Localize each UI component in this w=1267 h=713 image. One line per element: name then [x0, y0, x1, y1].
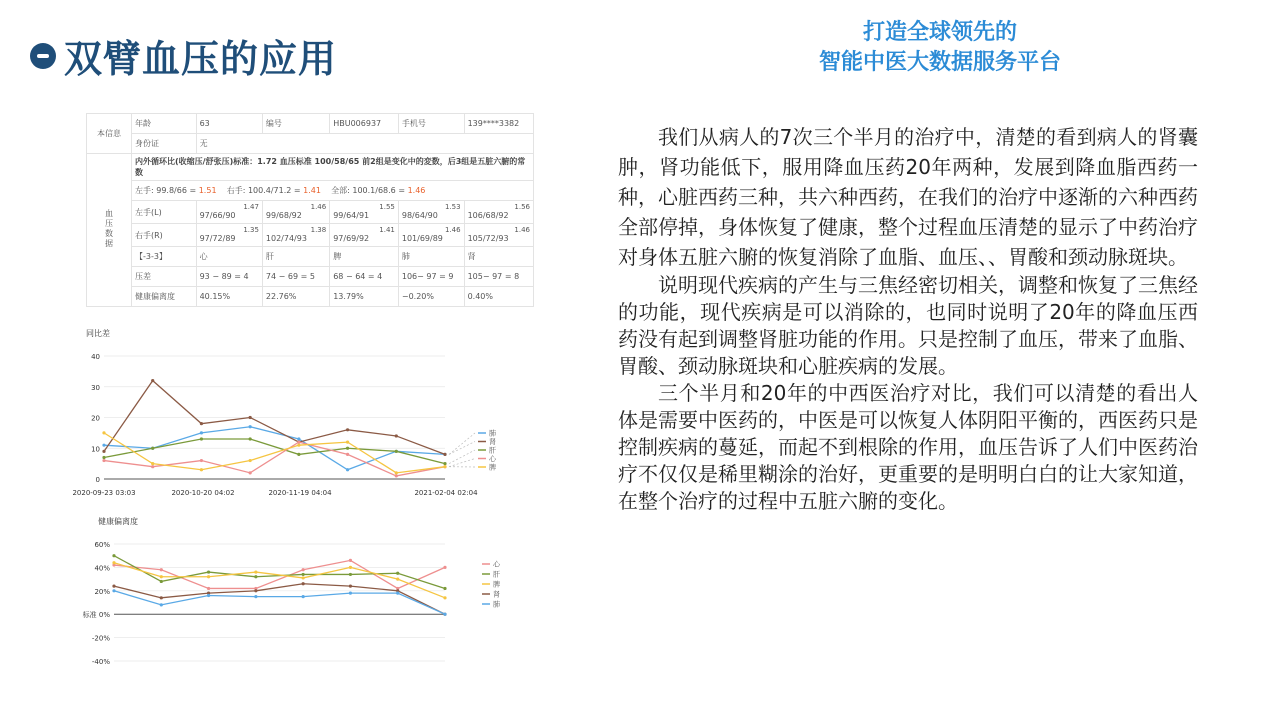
data-point: [151, 462, 154, 465]
phone-value: 139****3382: [464, 114, 533, 134]
data-point: [443, 465, 446, 468]
data-point: [297, 437, 300, 440]
paragraph-2: 说明现代疾病的产生与三焦经密切相关，调整和恢复了三焦经的功能，现代疾病是可以消除的，也同时说明了20年的降血压西药没有起到调整肾脏功能的作用。只是控制了血压，带来了血脂、胃酸、颈动脉斑块和心脏疾病的发展。: [618, 273, 1198, 378]
left-cell: 1.46 99/68/92: [262, 201, 329, 224]
legend-connector: [449, 450, 475, 464]
data-point: [346, 428, 349, 431]
left-cell: 1.47 97/66/90: [196, 201, 262, 224]
left-ratio-value: 1.51: [198, 186, 217, 195]
slogan-line-2: 智能中医大数据服务平台: [818, 50, 1061, 75]
y-tick-label: 60%: [94, 541, 110, 549]
data-point: [102, 444, 105, 447]
right-cell: 1.41 97/69/92: [330, 224, 399, 247]
right-cell: 1.46 101/69/89: [398, 224, 464, 247]
data-point: [396, 578, 399, 581]
y-tick-label: 40: [91, 353, 100, 361]
legend-label: 肝: [493, 570, 500, 579]
data-point: [302, 595, 305, 598]
body-text: [618, 122, 1198, 515]
data-point: [249, 425, 252, 428]
data-point: [160, 603, 163, 606]
right-ratio-label: 右手: 100.4/71.2 =: [226, 186, 304, 195]
x-tick-label: 2020-11-19 04:04: [268, 489, 332, 497]
y-tick-label: -20%: [91, 634, 110, 643]
organ-label: 【-3-3】: [132, 247, 197, 267]
data-point: [249, 459, 252, 462]
y-tick-label: 标准 0%: [82, 611, 110, 620]
data-point: [102, 450, 105, 453]
legend-label: 脾: [489, 463, 496, 472]
paragraph-1: 我们从病人的7次三个半月的治疗中，清楚的看到病人的肾囊肿，肾功能低下，服用降血压药20年两种，发展到降血脂西药一种，心脏西药三种，共六种西药，在我们的治疗中逐渐的六种西药全部停掉，身体恢复了健康，整个过程血压清楚的显示了中药治疗对身体五脏六腑的恢复消除了血脂、血压、、胃酸和颈动脉斑块。: [618, 125, 1198, 269]
data-point: [112, 561, 115, 564]
data-point: [349, 592, 352, 595]
deviation-cell: 22.76%: [262, 287, 329, 307]
data-point: [346, 447, 349, 450]
organ-cell: 心: [196, 247, 262, 267]
data-point: [443, 587, 446, 590]
deviation-cell: −0.20%: [398, 287, 464, 307]
data-point: [302, 582, 305, 585]
x-tick-label: 2020-10-20 04:02: [171, 489, 235, 497]
data-point: [297, 441, 300, 444]
x-tick-label: 2020-09-23 03:03: [72, 489, 136, 497]
page-title: 双臂血压的应用: [64, 37, 338, 81]
data-point: [395, 471, 398, 474]
y-tick-label: 20: [91, 414, 100, 423]
y-tick-label: 0: [95, 476, 100, 484]
right-cell: 1.46 105/72/93: [464, 224, 533, 247]
data-point: [254, 570, 257, 573]
data-point: [160, 568, 163, 571]
data-point: [297, 444, 300, 447]
data-point: [302, 573, 305, 576]
organ-cell: 肝: [262, 247, 329, 267]
phone-label: 手机号: [398, 114, 464, 134]
data-point: [160, 575, 163, 578]
data-point: [200, 422, 203, 425]
data-point: [443, 462, 446, 465]
slogan-line-1: 打造全球领先的: [862, 20, 1017, 45]
blood-pressure-table: [86, 113, 534, 307]
left-hand-label: 左手(L): [132, 201, 197, 224]
diff-cell: 74 − 69 = 5: [262, 267, 329, 287]
data-point: [112, 589, 115, 592]
right-ratio-value: 1.41: [303, 186, 321, 195]
legend-label: 肾: [493, 590, 500, 599]
data-point: [254, 595, 257, 598]
left-cell: 1.56 106/68/92: [464, 201, 533, 224]
series-line-肝: [114, 556, 445, 589]
organ-cell: 脾: [330, 247, 399, 267]
data-point: [207, 587, 210, 590]
data-point: [346, 468, 349, 471]
data-point: [396, 592, 399, 595]
health-deviation-chart: [60, 512, 520, 672]
left-ratio-label: 左手: 99.8/66 =: [135, 186, 199, 195]
all-ratio-label: 全部: 100.1/68.6 =: [331, 186, 408, 195]
legend-label: 心: [489, 455, 496, 463]
data-point: [151, 465, 154, 468]
data-point: [249, 437, 252, 440]
left-cell: 1.55 99/64/91: [330, 201, 399, 224]
minus-circle-icon: [30, 43, 56, 69]
ratio-row: [132, 181, 534, 201]
data-point: [249, 471, 252, 474]
legend-connector: [449, 459, 475, 467]
diff-cell: 105− 97 = 8: [464, 267, 533, 287]
data-point: [207, 594, 210, 597]
id-value: HBU006937: [330, 114, 399, 134]
deviation-cell: 13.79%: [330, 287, 399, 307]
data-point: [249, 416, 252, 419]
data-point: [349, 559, 352, 562]
series-line-肾: [114, 584, 445, 614]
page-title-group: [30, 28, 337, 83]
data-point: [160, 580, 163, 583]
data-point: [395, 434, 398, 437]
data-point: [349, 573, 352, 576]
data-point: [200, 437, 203, 440]
legend-label: 肺: [493, 600, 500, 609]
age-value: 63: [196, 114, 262, 134]
idcard-label: 身份证: [132, 134, 197, 154]
data-point: [395, 474, 398, 477]
bp-summary: 内外循环比(收缩压/舒张压)标准：1.72 血压标准 100/58/65 前2组是变化中的変数，后3组是五脏六腑的常数: [132, 154, 534, 181]
slogan: [770, 18, 1110, 78]
idcard-value: 无: [196, 134, 533, 154]
series-line-肺: [114, 591, 445, 614]
section-bp-label: 血压数据: [104, 208, 114, 249]
id-label: 编号: [262, 114, 329, 134]
deviation-cell: 40.15%: [196, 287, 262, 307]
paragraph-3: 三个半月和20年的中西医治疗对比，我们可以清楚的看出人体是需要中医药的，中医是可以恢复人体阴阳平衡的，西医药只是控制疾病的蔓延，而起不到根除的作用，血压告诉了人们中医药治疗不仅仅是稀里糊涂的治好，更重要的是明明白白的让大家知道，在整个治疗的过程中五脏六腑的变化。: [618, 381, 1198, 513]
age-label: 年龄: [132, 114, 197, 134]
data-point: [346, 441, 349, 444]
diff-cell: 68 − 64 = 4: [330, 267, 399, 287]
right-cell: 1.35 97/72/89: [196, 224, 262, 247]
data-point: [207, 570, 210, 573]
diff-label: 压差: [132, 267, 197, 287]
legend-label: 肝: [489, 446, 496, 455]
yoy-difference-chart: [60, 322, 520, 497]
right-hand-label: 右手(R): [132, 224, 197, 247]
y-tick-label: 30: [91, 383, 100, 392]
data-point: [395, 450, 398, 453]
data-point: [254, 589, 257, 592]
legend-label: 肾: [489, 438, 496, 446]
chart1-title: 同比差: [86, 329, 110, 338]
data-point: [443, 613, 446, 616]
data-point: [200, 431, 203, 434]
legend-label: 脾: [493, 580, 500, 589]
data-point: [151, 447, 154, 450]
data-point: [112, 585, 115, 588]
data-point: [443, 596, 446, 599]
section-bp-data: [87, 154, 132, 307]
data-point: [349, 566, 352, 569]
data-point: [151, 379, 154, 382]
data-point: [207, 575, 210, 578]
organ-cell: 肾: [464, 247, 533, 267]
deviation-label: 健康偏离度: [132, 287, 197, 307]
y-tick-label: -40%: [91, 658, 110, 666]
organ-cell: 肺: [398, 247, 464, 267]
data-point: [302, 576, 305, 579]
legend-label: 心: [493, 560, 500, 569]
data-point: [112, 554, 115, 557]
legend-label: 肺: [489, 429, 496, 438]
deviation-cell: 0.40%: [464, 287, 533, 307]
diff-cell: 93 − 89 = 4: [196, 267, 262, 287]
data-point: [200, 468, 203, 471]
data-point: [302, 568, 305, 571]
data-point: [200, 459, 203, 462]
data-point: [102, 459, 105, 462]
right-cell: 1.38 102/74/93: [262, 224, 329, 247]
x-tick-label: 2021-02-04 02:04: [414, 489, 478, 497]
y-tick-label: 20%: [94, 587, 110, 596]
data-point: [443, 453, 446, 456]
chart2-title: 健康偏离度: [98, 517, 138, 526]
diff-cell: 106− 97 = 9: [398, 267, 464, 287]
data-point: [102, 456, 105, 459]
data-point: [396, 572, 399, 575]
data-point: [297, 453, 300, 456]
data-point: [160, 596, 163, 599]
y-tick-label: 10: [91, 445, 100, 454]
data-point: [443, 566, 446, 569]
data-point: [102, 431, 105, 434]
series-line-肝: [104, 439, 445, 464]
all-ratio-value: 1.46: [407, 186, 426, 195]
data-point: [254, 575, 257, 578]
section-basic-info: 本信息: [87, 114, 132, 154]
data-point: [346, 453, 349, 456]
y-tick-label: 40%: [94, 564, 110, 573]
data-point: [349, 585, 352, 588]
left-cell: 1.53 98/64/90: [398, 201, 464, 224]
